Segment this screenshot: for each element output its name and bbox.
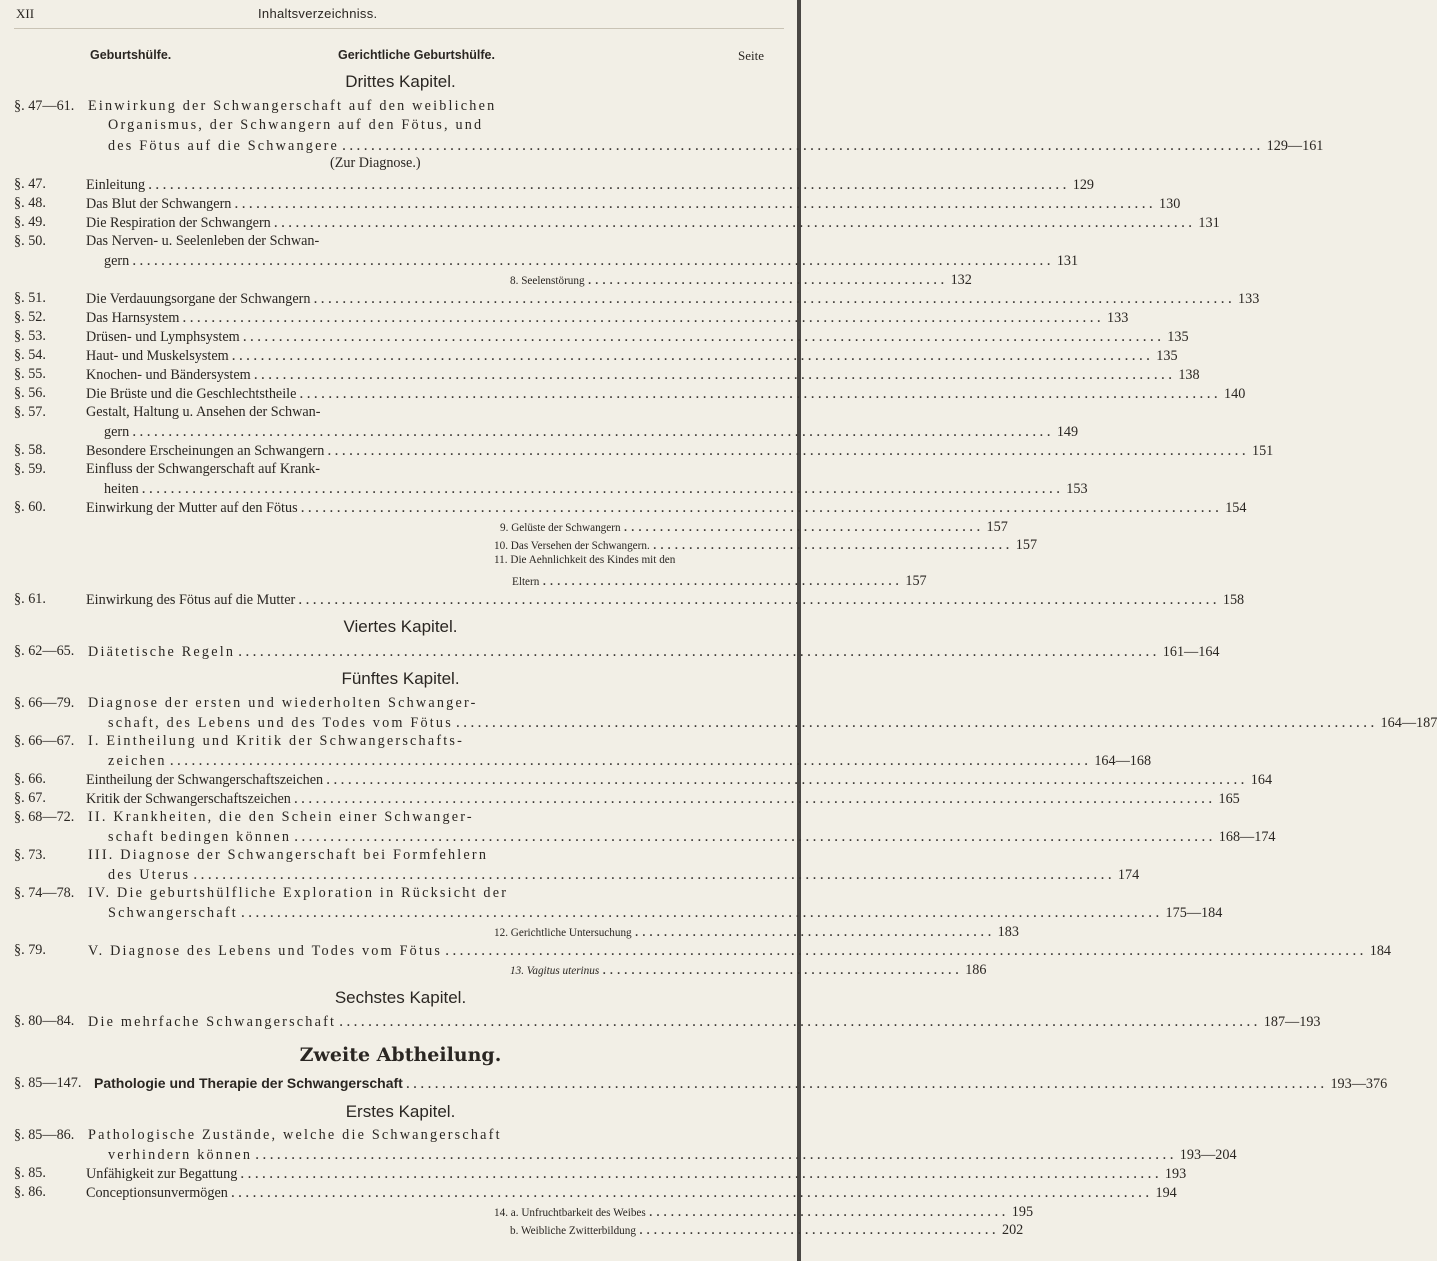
entry-text: Die Verdauungsorgane der Schwangern xyxy=(86,291,311,307)
entry-num: §. 60. xyxy=(14,499,46,515)
toc-row: verhindern können ................................................................................................................................ 193—204 xyxy=(108,1146,1237,1163)
toc-row: Kritik der Schwangerschaftszeichen ................................................................................................................................ 165 xyxy=(86,790,1240,807)
entry-text: Einwirkung der Schwangerschaft auf den weiblichen xyxy=(88,98,497,114)
entry-text: heiten xyxy=(104,481,139,497)
entry-text: Pathologische Zustände, welche die Schwangerschaft xyxy=(88,1127,502,1143)
toc-subrow: 8. Seelenstörung .................................................. 132 xyxy=(510,271,972,288)
toc-row: des Uterus ................................................................................................................................ 174 xyxy=(108,866,1140,883)
entry-page: 183 xyxy=(997,924,1019,940)
entry-num: §. 55. xyxy=(14,366,46,382)
section-heading-abtheilung: Zweite Abtheilung. xyxy=(299,1044,502,1066)
entry-page: 132 xyxy=(950,272,972,288)
entry-text: Unfähigkeit zur Begattung xyxy=(86,1166,238,1182)
entry-page: 186 xyxy=(965,962,987,978)
toc-row: Pathologie und Therapie der Schwangerschaft ................................................................................................................................ 193—376 xyxy=(94,1075,1388,1092)
entry-num: §. 48. xyxy=(14,195,46,211)
entry-page: 153 xyxy=(1066,481,1088,497)
entry-text: zeichen xyxy=(108,753,167,769)
entry-page: 129 xyxy=(1072,177,1094,193)
entry-num: §. 80—84. xyxy=(14,1013,75,1029)
toc-subrow: 14. a. Unfruchtbarkeit des Weibes .................................................. 195 xyxy=(494,1203,1034,1220)
entry-page: 193—204 xyxy=(1179,1147,1237,1163)
entry-page: 184 xyxy=(1369,943,1392,959)
entry-page: 161—164 xyxy=(1162,644,1220,660)
entry-text: Pathologie und Therapie der Schwangerschaft xyxy=(94,1075,403,1091)
entry-page: 133 xyxy=(1238,291,1260,307)
entry-text: Die Respiration der Schwangern xyxy=(86,215,271,231)
toc-row: Eintheilung der Schwangerschaftszeichen ................................................................................................................................ 164 xyxy=(86,771,1273,788)
entry-page: 202 xyxy=(1001,1222,1024,1238)
entry-text: 13. Vagitus uterinus xyxy=(510,965,600,977)
entry-text: I. Eintheilung und Kritik der Schwangerschafts- xyxy=(88,733,465,749)
entry-page: 149 xyxy=(1056,424,1079,440)
entry-num: §. 66—67. xyxy=(14,733,75,749)
entry-num: §. 85—147. xyxy=(14,1075,82,1091)
toc-subrow: 9. Gelüste der Schwangern .................................................. 157 xyxy=(500,518,1008,535)
toc-row: Knochen- und Bändersystem ................................................................................................................................ 138 xyxy=(86,366,1200,383)
entry-num: §. 57. xyxy=(14,404,46,420)
entry-num: §. 86. xyxy=(14,1184,46,1200)
entry-text: Schwangerschaft xyxy=(108,905,238,921)
toc-row: Einleitung ................................................................................................................................ 129 xyxy=(86,176,1094,193)
toc-row: zeichen ................................................................................................................................ 164—168 xyxy=(108,752,1152,769)
entry-text: Besondere Erscheinungen an Schwangern xyxy=(86,443,325,459)
chapter-heading-e1: Erstes Kapitel. xyxy=(345,1102,456,1121)
chapter-heading-5: Fünftes Kapitel. xyxy=(341,669,460,688)
entry-text: des Fötus auf die Schwangere xyxy=(108,138,340,154)
entry-page: 175—184 xyxy=(1165,905,1223,921)
entry-text: Einleitung xyxy=(86,177,146,193)
column-right: Seite xyxy=(738,48,764,63)
entry-text: Das Harnsystem xyxy=(86,310,180,326)
toc-row: V. Diagnose des Lebens und Todes vom Fötus ................................................................................................................................ 184 xyxy=(88,942,1392,959)
toc-row: schaft bedingen können ................................................................................................................................ 168—174 xyxy=(108,828,1276,845)
entry-num: §. 49. xyxy=(14,214,46,230)
entry-text: 11. Die Aehnlichkeit des Kindes mit den xyxy=(494,554,676,566)
entry-text: Conceptionsunvermögen xyxy=(86,1185,228,1201)
header-rule xyxy=(14,28,784,29)
entry-text: Diätetische Regeln xyxy=(88,644,236,660)
entry-text: Haut- und Muskelsystem xyxy=(86,348,229,364)
toc-subrow: b. Weibliche Zwitterbildung .................................................. 202 xyxy=(510,1221,1024,1238)
toc-row: Unfähigkeit zur Begattung ................................................................................................................................ 193 xyxy=(86,1165,1187,1182)
toc-subrow: Eltern .................................................. 157 xyxy=(512,572,927,589)
entry-num: §. 68—72. xyxy=(14,809,75,825)
entry-text: b. Weibliche Zwitterbildung xyxy=(510,1225,636,1237)
toc-row: schaft, des Lebens und des Todes vom Fötus ................................................................................................................................ 164—187 xyxy=(108,714,1437,731)
entry-text: Einfluss der Schwangerschaft auf Krank- xyxy=(86,461,321,477)
entry-num: §. 66—79. xyxy=(14,695,75,711)
entry-text: schaft bedingen können xyxy=(108,829,292,845)
toc-row: Die Brüste und die Geschlechtstheile ................................................................................................................................ 140 xyxy=(86,385,1246,402)
entry-page: 157 xyxy=(1015,537,1038,553)
entry-text: 9. Gelüste der Schwangern xyxy=(500,522,621,534)
entry-page: 157 xyxy=(986,519,1008,535)
entry-page: 157 xyxy=(905,573,927,589)
entry-num: §. 85. xyxy=(14,1165,46,1181)
entry-text: 10. Das Versehen der Schwangern. xyxy=(494,540,650,552)
chapter-heading-3: Drittes Kapitel. xyxy=(345,72,456,91)
entry-num: §. 47. xyxy=(14,176,46,192)
entry-num: §. 66. xyxy=(14,771,46,787)
entry-text: Gestalt, Haltung u. Ansehen der Schwan- xyxy=(86,404,321,420)
entry-text: Eltern xyxy=(512,576,540,588)
toc-row: heiten ................................................................................................................................ 153 xyxy=(104,480,1088,497)
entry-num: §. 53. xyxy=(14,328,46,344)
toc-subrow: 13. Vagitus uterinus .................................................. 186 xyxy=(510,961,987,978)
entry-text: Drüsen- und Lymphsystem xyxy=(86,329,240,345)
entry-page: 131 xyxy=(1198,215,1220,231)
entry-page: 164 xyxy=(1250,772,1273,788)
toc-subrow: 12. Gerichtliche Untersuchung .................................................. 183 xyxy=(494,923,1019,940)
entry-text: Eintheilung der Schwangerschaftszeichen xyxy=(86,772,324,788)
entry-num: §. 73. xyxy=(14,847,46,863)
entry-text: 12. Gerichtliche Untersuchung xyxy=(494,927,632,939)
toc-subrow: 10. Das Versehen der Schwangern. .................................................. 157 xyxy=(494,536,1038,553)
entry-num: §. 74—78. xyxy=(14,885,75,901)
entry-page: 131 xyxy=(1056,253,1079,269)
entry-text: IV. Die geburtshülfliche Exploration in Rücksicht der xyxy=(88,885,509,901)
entry-page: 165 xyxy=(1218,791,1240,807)
entry-page: 174 xyxy=(1117,867,1140,883)
column-left: Geburtshülfe. xyxy=(90,48,172,62)
toc-row: des Fötus auf die Schwangere ................................................................................................................................ 129—161 xyxy=(108,137,1324,154)
entry-text: Diagnose der ersten und wiederholten Schwanger- xyxy=(88,695,478,711)
entry-num: §. 67. xyxy=(14,790,46,806)
entry-page: 133 xyxy=(1107,310,1129,326)
entry-text: gern xyxy=(104,424,130,440)
toc-row: Einwirkung des Fötus auf die Mutter ................................................................................................................................ 158 xyxy=(86,591,1245,608)
chapter-heading-4: Viertes Kapitel. xyxy=(343,617,458,636)
entry-page: 158 xyxy=(1222,592,1245,608)
entry-page: 129—161 xyxy=(1266,138,1324,154)
entry-num: §. 59. xyxy=(14,461,46,477)
toc-row: Einwirkung der Mutter auf den Fötus ................................................................................................................................ 154 xyxy=(86,499,1247,516)
entry-page: 135 xyxy=(1167,329,1189,345)
column-mid: Gerichtliche Geburtshülfe. xyxy=(338,48,495,62)
entry-note: (Zur Diagnose.) xyxy=(330,155,421,171)
toc-row: Conceptionsunvermögen ................................................................................................................................ 194 xyxy=(86,1184,1177,1201)
entry-text: 8. Seelenstörung xyxy=(510,275,585,287)
entry-text: schaft, des Lebens und des Todes vom Fötus xyxy=(108,715,453,731)
entry-text: des Uterus xyxy=(108,867,191,883)
entry-page: 138 xyxy=(1178,367,1200,383)
entry-text: III. Diagnose der Schwangerschaft bei Formfehlern xyxy=(88,847,489,863)
entry-page: 168—174 xyxy=(1218,829,1276,845)
entry-num: §. 79. xyxy=(14,942,46,958)
entry-text: Die Brüste und die Geschlechtstheile xyxy=(86,386,297,402)
entry-num: §. 54. xyxy=(14,347,46,363)
entry-page: 194 xyxy=(1155,1185,1177,1201)
toc-row: Schwangerschaft ................................................................................................................................ 175—184 xyxy=(108,904,1223,921)
entry-page: 130 xyxy=(1159,196,1181,212)
entry-num: §. 62—65. xyxy=(14,643,75,659)
entry-num: §. 85—86. xyxy=(14,1127,75,1143)
entry-num: §. 50. xyxy=(14,233,46,249)
entry-page: 140 xyxy=(1224,386,1246,402)
chapter-heading-6: Sechstes Kapitel. xyxy=(334,988,467,1007)
entry-text: Organismus, der Schwangern auf den Fötus, und xyxy=(108,117,484,133)
entry-page: 187—193 xyxy=(1263,1014,1321,1030)
toc-row: Das Blut der Schwangern ................................................................................................................................ 130 xyxy=(86,195,1181,212)
entry-num: §. 52. xyxy=(14,309,46,325)
entry-num: §. 47—61. xyxy=(14,98,75,114)
entry-num: §. 56. xyxy=(14,385,46,401)
toc-row: Die mehrfache Schwangerschaft ................................................................................................................................ 187—193 xyxy=(88,1013,1321,1030)
toc-row: Haut- und Muskelsystem ................................................................................................................................ 135 xyxy=(86,347,1178,364)
entry-text: Das Nerven- u. Seelenleben der Schwan- xyxy=(86,233,320,249)
entry-page: 135 xyxy=(1156,348,1178,364)
toc-row: Die Respiration der Schwangern ................................................................................................................................ 131 xyxy=(86,214,1220,231)
entry-text: 14. a. Unfruchtbarkeit des Weibes xyxy=(494,1207,646,1219)
entry-page: 193—376 xyxy=(1330,1076,1388,1092)
entry-page: 164—187 xyxy=(1380,715,1437,731)
toc-row: Diätetische Regeln ................................................................................................................................ 161—164 xyxy=(88,643,1220,660)
entry-page: 193 xyxy=(1164,1166,1187,1182)
entry-page: 195 xyxy=(1011,1204,1034,1220)
entry-text: Einwirkung der Mutter auf den Fötus xyxy=(86,500,298,516)
entry-text: Kritik der Schwangerschaftszeichen xyxy=(86,791,291,807)
entry-text: II. Krankheiten, die den Schein einer Schwanger- xyxy=(88,809,474,825)
entry-page: 151 xyxy=(1251,443,1274,459)
entry-num: §. 58. xyxy=(14,442,46,458)
entry-text: Die mehrfache Schwangerschaft xyxy=(88,1014,337,1030)
entry-text: verhindern können xyxy=(108,1147,253,1163)
toc-row: Das Harnsystem ................................................................................................................................ 133 xyxy=(86,309,1129,326)
entry-page: 154 xyxy=(1225,500,1247,516)
page-number: XII xyxy=(16,6,35,21)
entry-text: gern xyxy=(104,253,130,269)
toc-row: gern ................................................................................................................................ 131 xyxy=(104,252,1079,269)
toc-row: Die Verdauungsorgane der Schwangern ................................................................................................................................ 133 xyxy=(86,290,1260,307)
entry-page: 164—168 xyxy=(1094,753,1152,769)
toc-row: Besondere Erscheinungen an Schwangern ................................................................................................................................ 151 xyxy=(86,442,1274,459)
entry-num: §. 61. xyxy=(14,591,46,607)
entry-num: §. 51. xyxy=(14,290,46,306)
entry-text: V. Diagnose des Lebens und Todes vom Fötus xyxy=(88,943,443,959)
entry-text: Knochen- und Bändersystem xyxy=(86,367,251,383)
entry-text: Einwirkung des Fötus auf die Mutter xyxy=(86,592,296,608)
entry-text: Das Blut der Schwangern xyxy=(86,196,232,212)
running-title: Inhaltsverzeichniss. xyxy=(258,6,378,21)
toc-row: Drüsen- und Lymphsystem ................................................................................................................................ 135 xyxy=(86,328,1189,345)
toc-row: gern ................................................................................................................................ 149 xyxy=(104,423,1079,440)
